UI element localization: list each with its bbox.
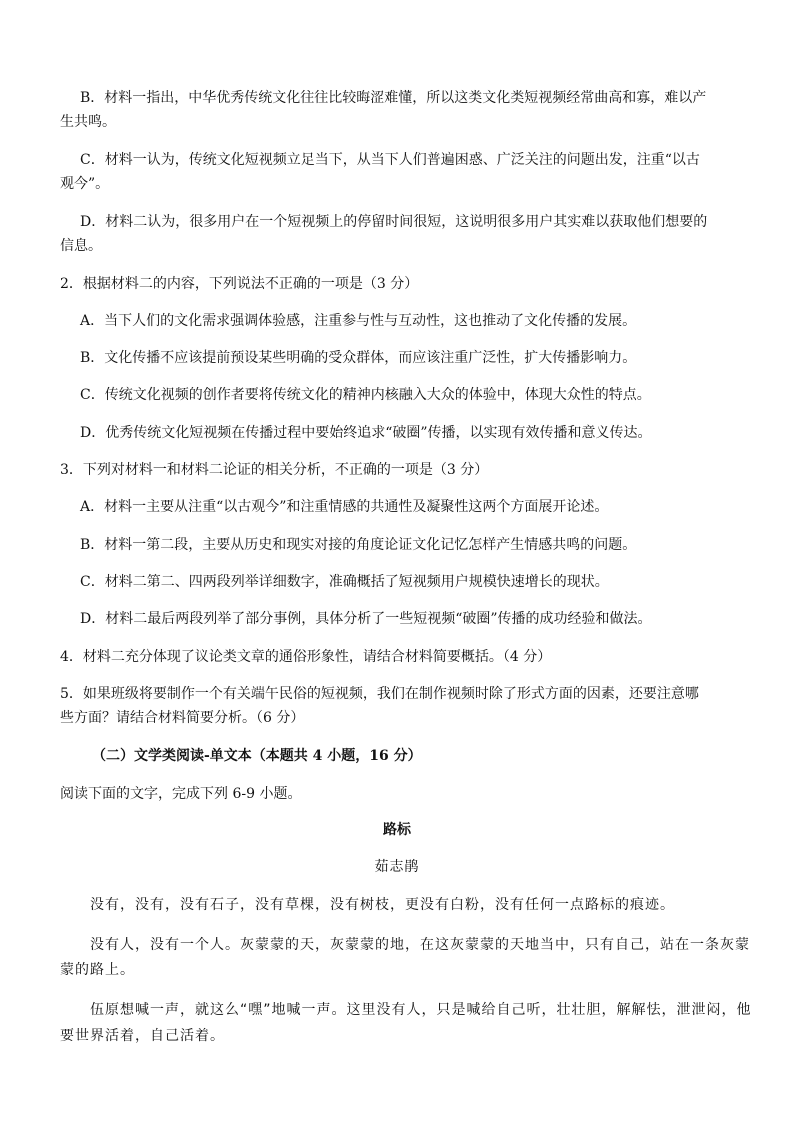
q1-option-d-line2: 信息。 [60, 238, 102, 254]
q1-option-d-line1: D．材料二认为，很多用户在一个短视频上的停留时间很短，这说明很多用户其实难以获取他们想要的 [80, 214, 708, 230]
story-paragraph-3-line1: 伍原想喊一声，就这么“嘿”地喊一声。这里没有人，只是喊给自己听，壮壮胆，解解怯，泄泄闷，他 [90, 1002, 752, 1018]
q3-option-a: A．材料一主要从注重“以古观今”和注重情感的共通性及凝聚性这两个方面展开论述。 [80, 499, 609, 515]
q2-option-d: D．优秀传统文化短视频在传播过程中要始终追求“破圈”传播，以实现有效传播和意义传达。 [80, 425, 652, 441]
q2-stem: 2．根据材料二的内容，下列说法不正确的一项是（3 分） [60, 276, 419, 292]
q2-option-a: A．当下人们的文化需求强调体验感，注重参与性与互动性，这也推动了文化传播的发展。 [80, 313, 637, 329]
q3-option-d: D．材料二最后两段列举了部分事例，具体分析了一些短视频“破圈”传播的成功经验和做法。 [80, 611, 652, 627]
story-author: 茹志鹃 [374, 859, 420, 875]
q1-option-b-line2: 生共鸣。 [60, 114, 116, 130]
q2-option-b: B．文化传播不应该提前预设某些明确的受众群体，而应该注重广泛性，扩大传播影响力。 [80, 350, 637, 366]
section2-instruction: 阅读下面的文字，完成下列 6-9 小题。 [60, 786, 302, 802]
q5-stem-line1: 5．如果班级将要制作一个有关端午民俗的短视频，我们在制作视频时除了形式方面的因素，还要注意哪 [60, 686, 699, 702]
q4-stem: 4．材料二充分体现了议论类文章的通俗形象性，请结合材料简要概括。（4 分） [60, 649, 552, 665]
q1-option-c-line1: C．材料一认为，传统文化短视频立足当下，从当下人们普遍困惑、广泛关注的问题出发，注重“以古 [80, 152, 700, 168]
q2-option-c: C．传统文化视频的创作者要将传统文化的精神内核融入大众的体验中，体现大众性的特点。 [80, 387, 651, 403]
q5-stem-line2: 些方面？请结合材料简要分析。（6 分） [60, 710, 305, 726]
section2-heading: （二）文学类阅读-单文本（本题共 4 小题，16 分） [92, 748, 422, 764]
q1-option-c-line2: 观今”。 [60, 176, 110, 192]
story-paragraph-2-line2: 蒙的路上。 [60, 962, 135, 978]
story-paragraph-1: 没有，没有，没有石子，没有草棵，没有树枝，更没有白粉，没有任何一点路标的痕迹。 [90, 897, 675, 913]
story-title: 路标 [383, 822, 411, 838]
q3-stem: 3．下列对材料一和材料二论证的相关分析，不正确的一项是（3 分） [60, 462, 489, 478]
q1-option-b-line1: B．材料一指出，中华优秀传统文化往往比较晦涩难懂，所以这类文化类短视频经常曲高和寡，难以产 [80, 90, 707, 106]
story-paragraph-3-line2: 要世界活着，自己活着。 [60, 1028, 225, 1044]
q3-option-c: C．材料二第二、四两段列举详细数字，准确概括了短视频用户规模快速增长的现状。 [80, 574, 609, 590]
story-paragraph-2-line1: 没有人，没有一个人。灰蒙蒙的天，灰蒙蒙的地，在这灰蒙蒙的天地当中，只有自己，站在一条灰蒙 [90, 937, 750, 953]
q3-option-b: B．材料一第二段，主要从历史和现实对接的角度论证文化记忆怎样产生情感共鸣的问题。 [80, 537, 637, 553]
